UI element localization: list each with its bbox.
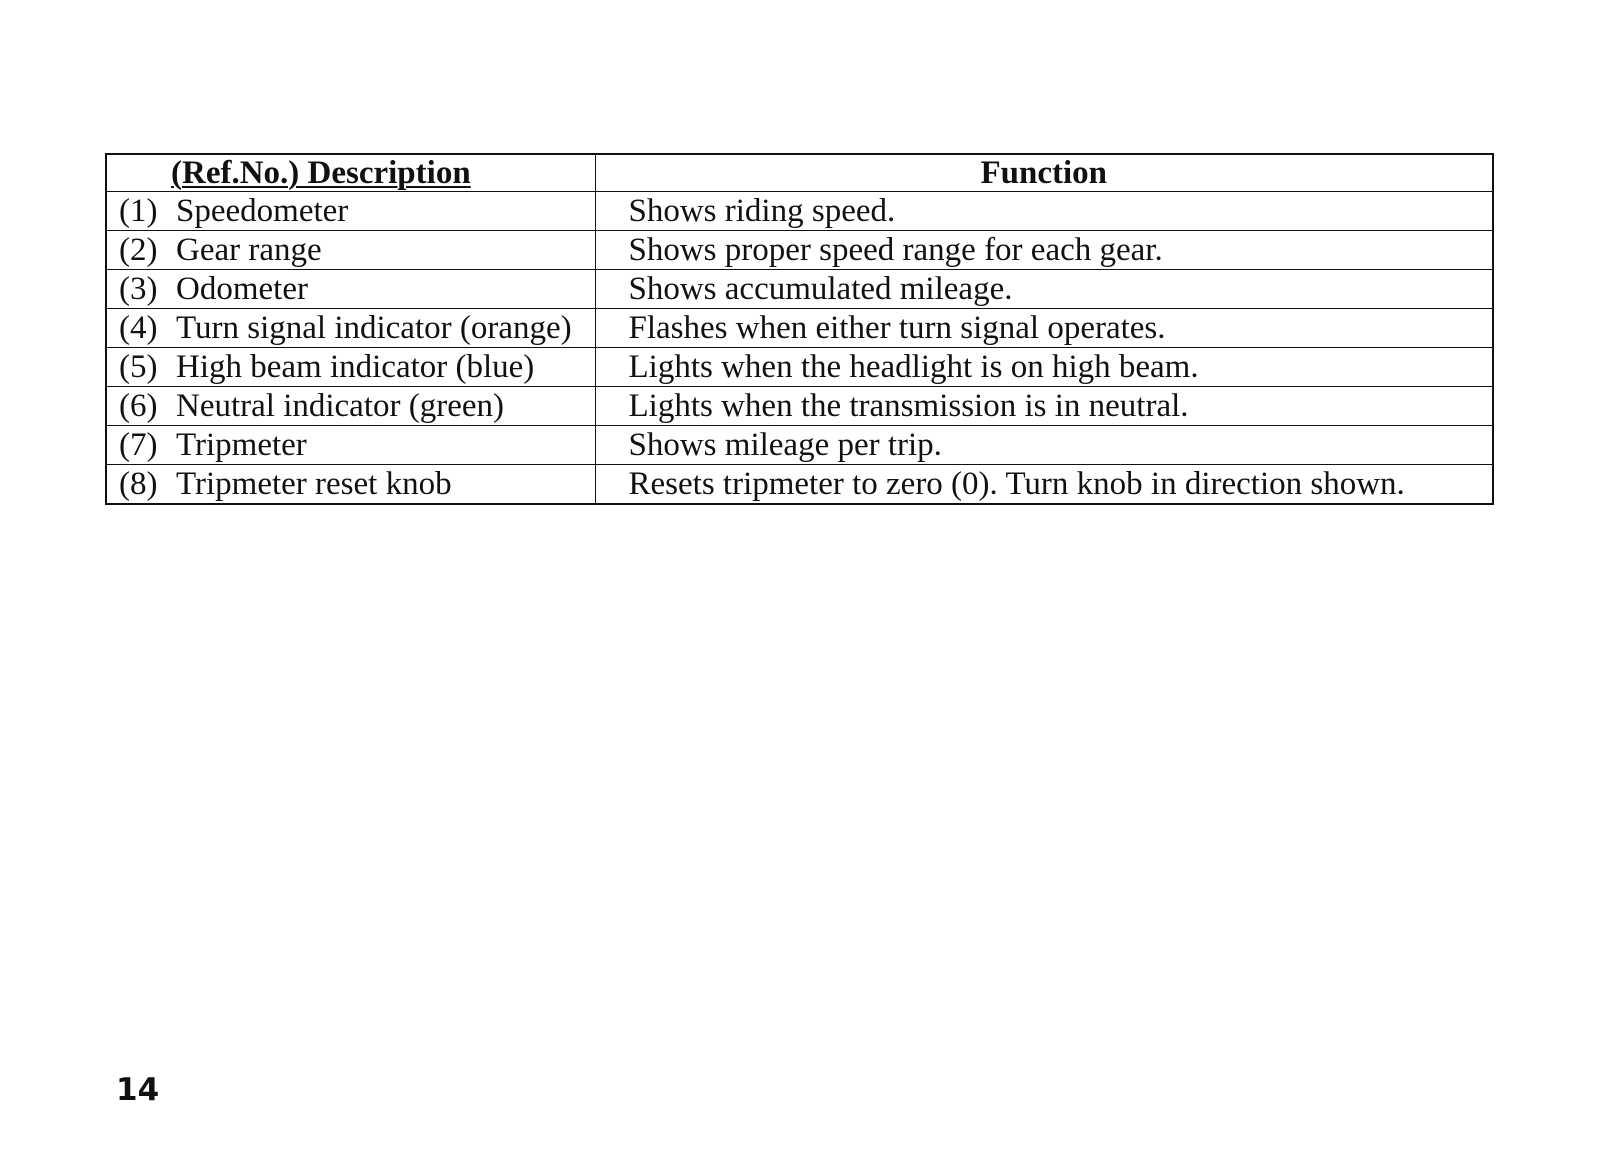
description-column-header: (Ref.No.) Description xyxy=(106,154,595,192)
function-cell: Shows accumulated mileage. xyxy=(595,270,1493,309)
description-cell xyxy=(106,270,595,309)
ref-number: (1) xyxy=(119,193,158,229)
description-cell xyxy=(106,231,595,270)
ref-number: (4) xyxy=(119,310,158,346)
function-cell: Lights when the transmission is in neutral. xyxy=(595,387,1493,426)
item-description: High beam indicator (blue) xyxy=(176,349,535,385)
ref-number: (7) xyxy=(119,427,158,463)
description-cell xyxy=(106,348,595,387)
item-description: Tripmeter reset knob xyxy=(176,466,452,502)
table-row xyxy=(106,426,1493,465)
table-row xyxy=(106,465,1493,505)
function-cell: Resets tripmeter to zero (0). Turn knob in direction shown. xyxy=(595,465,1493,505)
function-cell: Flashes when either turn signal operates. xyxy=(595,309,1493,348)
ref-number: (6) xyxy=(119,388,158,424)
ref-number: (5) xyxy=(119,349,158,385)
table-row xyxy=(106,270,1493,309)
table-row xyxy=(106,309,1493,348)
function-cell: Shows mileage per trip. xyxy=(595,426,1493,465)
description-cell xyxy=(106,426,595,465)
page-number: 14 xyxy=(116,1072,160,1108)
function-column-header: Function xyxy=(595,154,1493,192)
description-cell xyxy=(106,192,595,231)
function-cell: Shows riding speed. xyxy=(595,192,1493,231)
function-cell: Shows proper speed range for each gear. xyxy=(595,231,1493,270)
description-cell xyxy=(106,465,595,505)
item-description: Gear range xyxy=(176,232,322,268)
item-description: Tripmeter xyxy=(176,427,307,463)
description-cell xyxy=(106,309,595,348)
item-description: Turn signal indicator (orange) xyxy=(176,310,572,346)
table-row xyxy=(106,348,1493,387)
item-description: Speedometer xyxy=(176,193,349,229)
ref-number: (8) xyxy=(119,466,158,502)
item-description: Odometer xyxy=(176,271,308,307)
function-cell: Lights when the headlight is on high beam. xyxy=(595,348,1493,387)
table-header-row xyxy=(106,154,1493,192)
description-cell xyxy=(106,387,595,426)
item-description: Neutral indicator (green) xyxy=(176,388,505,424)
ref-number: (3) xyxy=(119,271,158,307)
table-row xyxy=(106,387,1493,426)
table-row xyxy=(106,192,1493,231)
table-row xyxy=(106,231,1493,270)
ref-number: (2) xyxy=(119,232,158,268)
indicator-function-table xyxy=(105,153,1494,505)
